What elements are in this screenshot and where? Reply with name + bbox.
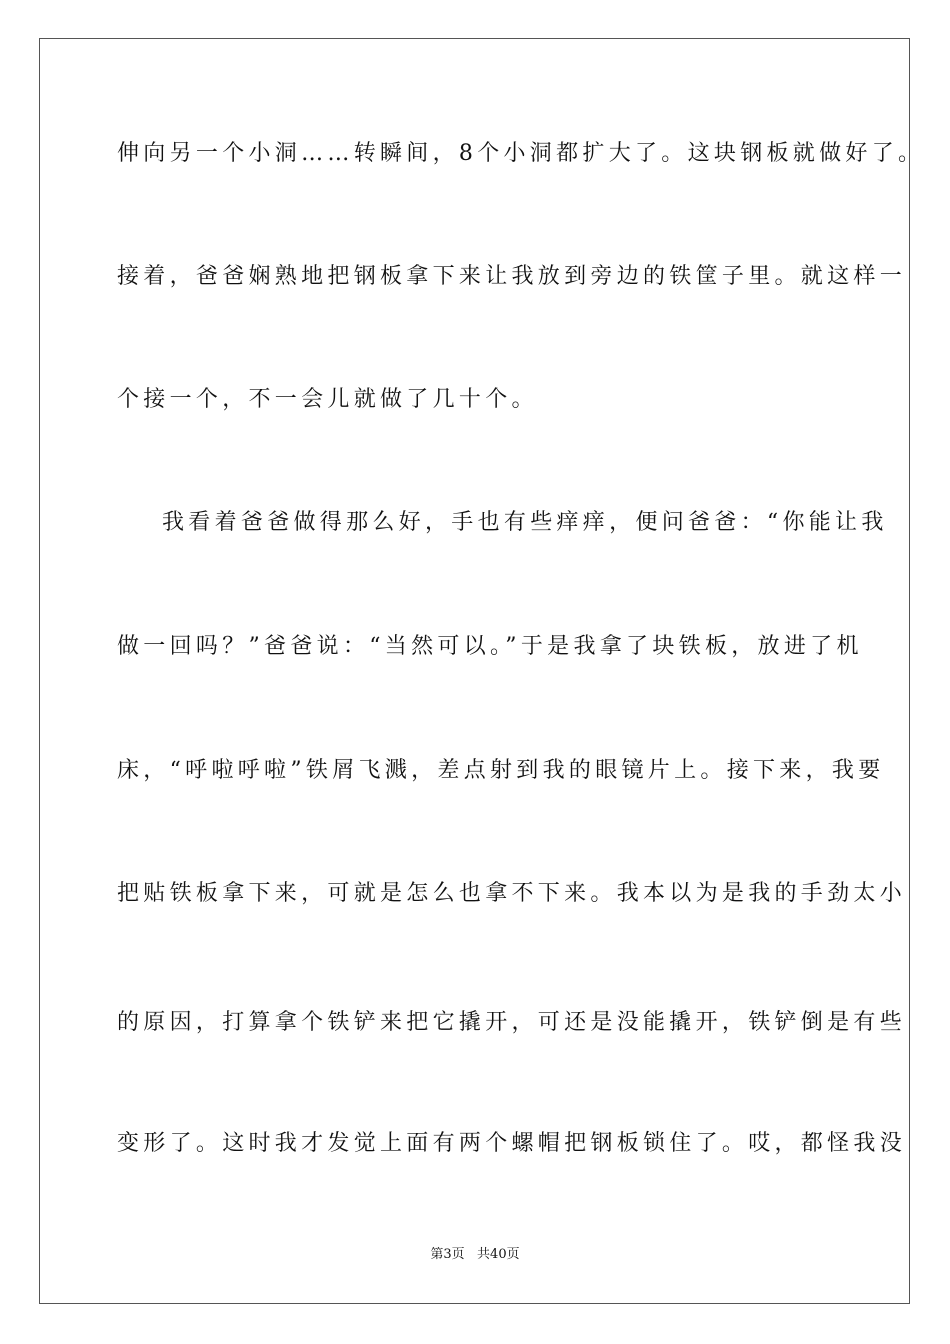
paragraph-line: 把贴铁板拿下来，可就是怎么也拿不下来。我本以为是我的手劲太小 [117, 881, 907, 906]
paragraph-line: 做一回吗？”爸爸说：“当然可以。”于是我拿了块铁板，放进了机 [117, 634, 863, 659]
paragraph-line: 的原因，打算拿个铁铲来把它撬开，可还是没能撬开，铁铲倒是有些 [117, 1010, 907, 1035]
paragraph-line: 接着，爸爸娴熟地把钢板拿下来让我放到旁边的铁筐子里。就这样一 [117, 264, 907, 289]
paragraph-line: 床，“呼啦呼啦”铁屑飞溅，差点射到我的眼镜片上。接下来，我要 [117, 758, 885, 783]
page-border [39, 38, 910, 1304]
paragraph-line: 我看着爸爸做得那么好，手也有些痒痒，便问爸爸：“你能让我 [162, 510, 888, 535]
page-footer: 第3页 共40页 [430, 1247, 520, 1262]
paragraph-line: 个接一个，不一会儿就做了几十个。 [117, 387, 538, 412]
paragraph-line: 伸向另一个小洞……转瞬间，8个小洞都扩大了。这块钢板就做好了。 [117, 141, 925, 166]
paragraph-line: 变形了。这时我才发觉上面有两个螺帽把钢板锁住了。哎，都怪我没 [117, 1131, 907, 1156]
